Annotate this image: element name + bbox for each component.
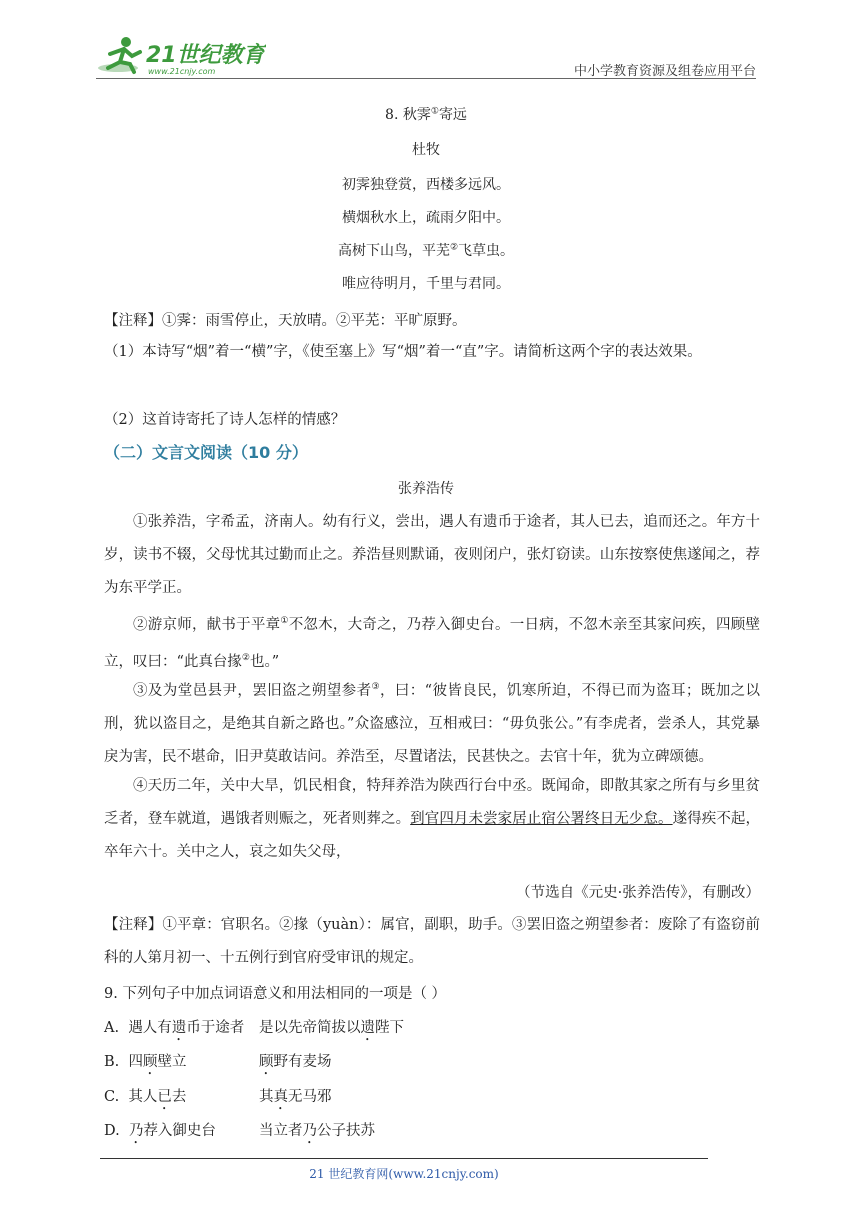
option-c: C. 其人已去 其真无马邪: [104, 1089, 332, 1105]
question-9-stem: 9. 下列句子中加点词语意义和用法相同的一项是（ ）: [104, 986, 447, 1002]
passage-paragraph-1: ①张养浩，字希孟，济南人。幼有行义，尝出，遇人有遗币于途者，其人已去，追而还之。年方十岁，读书不辍，父母忧其过勤而止之。养浩昼则默诵，夜则闭户，张灯窃读。山东按察使焦遂闻之，荐为东平学正。: [104, 514, 760, 596]
poem-line: 唯应待明月，千里与君同。: [342, 276, 510, 292]
poem-line: 横烟秋水上，疏雨夕阳中。: [342, 210, 510, 226]
footnote-marker: ③: [371, 682, 380, 692]
poem-notes: 【注释】①霁：雨雪停止，天放晴。②平芜：平旷原野。: [104, 313, 467, 329]
footnote-marker: ②: [449, 242, 459, 253]
dotted-word: 乃: [302, 1123, 317, 1139]
footnote-marker: ②: [241, 652, 250, 663]
option-a: A. 遇人有遗币于途者 是以先帝简拔以遗陛下: [104, 1020, 404, 1036]
dotted-word: 已: [157, 1089, 172, 1105]
question-8-2: （2）这首诗寄托了诗人怎样的情感？: [104, 412, 346, 428]
section-heading: （二）文言文阅读（10 分）: [104, 443, 308, 462]
logo-text: 21世纪教育: [146, 43, 265, 68]
logo-url: www.21cnjy.com: [148, 67, 216, 76]
underlined-sentence: 到官四月未尝家居止宿公署终日无少怠。: [410, 811, 673, 827]
poem-line: 初霁独登赏，西楼多远风。: [342, 177, 510, 193]
poem-author: 杜牧: [412, 142, 440, 158]
poem-title: 8. 秋霁①寄远: [385, 106, 467, 123]
header-divider: [96, 78, 756, 79]
option-b: B. 四顾壁立 顾野有麦场: [104, 1054, 332, 1070]
passage-title: 张养浩传: [398, 481, 454, 497]
poem-line: 高树下山鸟，平芜②飞草虫。: [337, 242, 515, 259]
passage-paragraph-3: ③及为堂邑县尹，罢旧盗之朔望参者③，曰：“彼皆良民，饥寒所迫，不得已而为盗耳；既加之以刑，犹以盗目之，是绝其自新之路也。”众盗感泣，互相戒曰：“毋负张公。”有李虎者，尝杀人，其党暴戾为害，民不堪命，旧尹莫敢诘问。养浩至，尽置诸法，民甚快之。去官十年，犹为立碑颂德。: [104, 682, 760, 765]
runner-logo-icon: [96, 34, 266, 78]
passage-notes: 【注释】①平章：官职名。②掾（yuàn）：属官，副职，助手。③罢旧盗之朔望参者：废除了有盗窃前科的人第月初一、十五例行到官府受审讯的规定。: [104, 917, 760, 966]
passage-source: （节选自《元史·张养浩传》，有删改）: [516, 885, 760, 901]
passage-paragraph-4: ④天历二年，关中大旱，饥民相食，特拜养浩为陕西行台中丞。既闻命，即散其家之所有与乡里贫乏者，登车就道，遇饿者则赈之，死者则葬之。到官四月未尝家居止宿公署终日无少怠。遂得疾不起，卒年六十。关中之人，哀之如失父母，: [104, 778, 761, 860]
dotted-word: 真: [273, 1089, 288, 1105]
dotted-word: 顾: [142, 1054, 158, 1070]
footer-link[interactable]: 21 世纪教育网(www.21cnjy.com): [309, 1167, 499, 1181]
dotted-word: 乃: [128, 1123, 144, 1139]
dotted-word: 遗: [360, 1020, 375, 1036]
question-8-1: （1）本诗写“烟”着一“横”字，《使至塞上》写“烟”着一“直”字。请简析这两个字的表达效果。: [104, 344, 702, 360]
dotted-word: 顾: [259, 1054, 274, 1070]
site-logo: [96, 34, 266, 78]
option-d: D. 乃荐入御史台 当立者乃公子扶苏: [104, 1123, 375, 1139]
platform-name: 中小学教育资源及组卷应用平台: [573, 64, 756, 79]
footnote-marker: ①: [430, 106, 439, 117]
dotted-word: 遗: [171, 1020, 187, 1036]
footer-divider: [100, 1158, 708, 1159]
passage-paragraph-2: ②游京师，献书于平章①不忽木，大奇之，乃荐入御史台。一日病，不忽木亲至其家问疾，四顾壁立，叹曰：“此真台掾②也。”: [104, 616, 761, 670]
footnote-marker: ①: [280, 616, 289, 626]
